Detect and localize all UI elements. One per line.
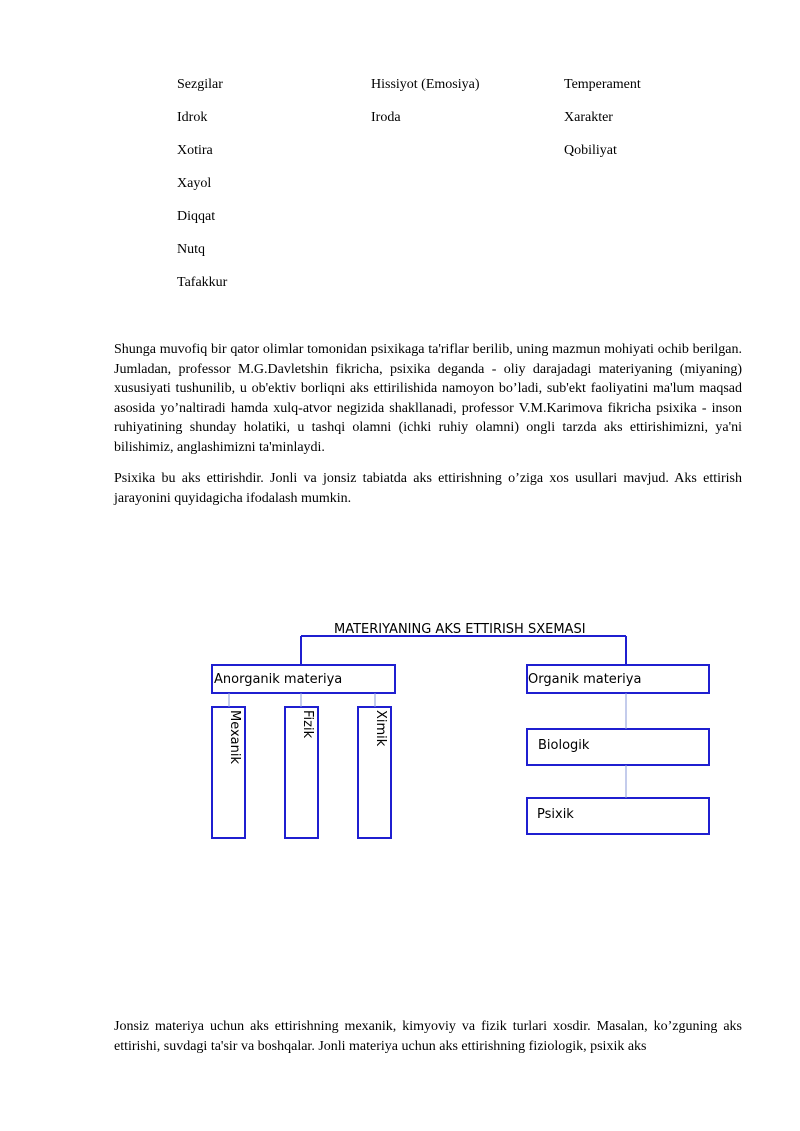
term-item: Iroda: [371, 110, 401, 125]
term-item: Qobiliyat: [564, 143, 617, 158]
diagram-title: MATERIYANING AKS ETTIRISH SXEMASI: [334, 622, 586, 637]
organic-label: Organik materiya: [528, 672, 642, 687]
term-item: Xotira: [177, 143, 213, 158]
ximik-label: Ximik: [373, 710, 388, 747]
term-item: Idrok: [177, 110, 208, 125]
term-item: Diqqat: [177, 209, 216, 224]
term-item: Xayol: [177, 176, 212, 191]
psixik-label: Psixik: [537, 807, 574, 822]
biologik-label: Biologik: [538, 738, 590, 753]
anorganic-label: Anorganik materiya: [214, 672, 343, 687]
paragraph-material-types: Jonsiz materiya uchun aks ettirishning mexanik, kimyoviy va fizik turlari xosdir. Masalan, ko’zguning aks ettirishi, suvdagi ta'sir va boshqalar. Jonli materiya uchun aks ettirishning fiziologik, psixik aks: [114, 1019, 742, 1054]
mexanik-label: Mexanik: [227, 710, 242, 765]
paragraph-reflection: Psixika bu aks ettirishdir. Jonli va jonsiz tabiatda aks ettirishning o’ziga xos usullari mavjud. Aks ettirish jarayonini quyidagicha ifodalash mumkin.: [114, 471, 742, 506]
term-item: Sezgilar: [177, 77, 223, 92]
term-item: Xarakter: [564, 110, 613, 125]
term-item: Temperament: [564, 77, 641, 92]
term-item: Tafakkur: [177, 275, 228, 290]
term-item: Nutq: [177, 242, 205, 257]
term-item: Hissiyot (Emosiya): [371, 77, 480, 92]
paragraph-definitions: Shunga muvofiq bir qator olimlar tomonidan psixikaga ta'riflar berilib, uning mazmun mohiyati ochib berilgan. Jumladan, professor M.G.Davletshin fikricha, psixika deganda - oliy darajadagi materiyaning (miyaning) xususiyati tushunilib, u ob'ektiv borliqni aks ettirilishida namoyon bo’ladi, sub'ekt faoliyatini ma'lum maqsad asosida yo’naltiradi hamda xulq-atvor negizida shakllanadi, professor V.M.Karimova fikricha psixika - inson ruhiyatining shunday holatiki, u tashqi olamni (ichki ruhiy olamni) ongli tarzda aks ettirishimizni, ya'ni bilishimiz, anglashimizni ta'minlaydi.: [114, 342, 742, 455]
fizik-label: Fizik: [300, 710, 315, 739]
